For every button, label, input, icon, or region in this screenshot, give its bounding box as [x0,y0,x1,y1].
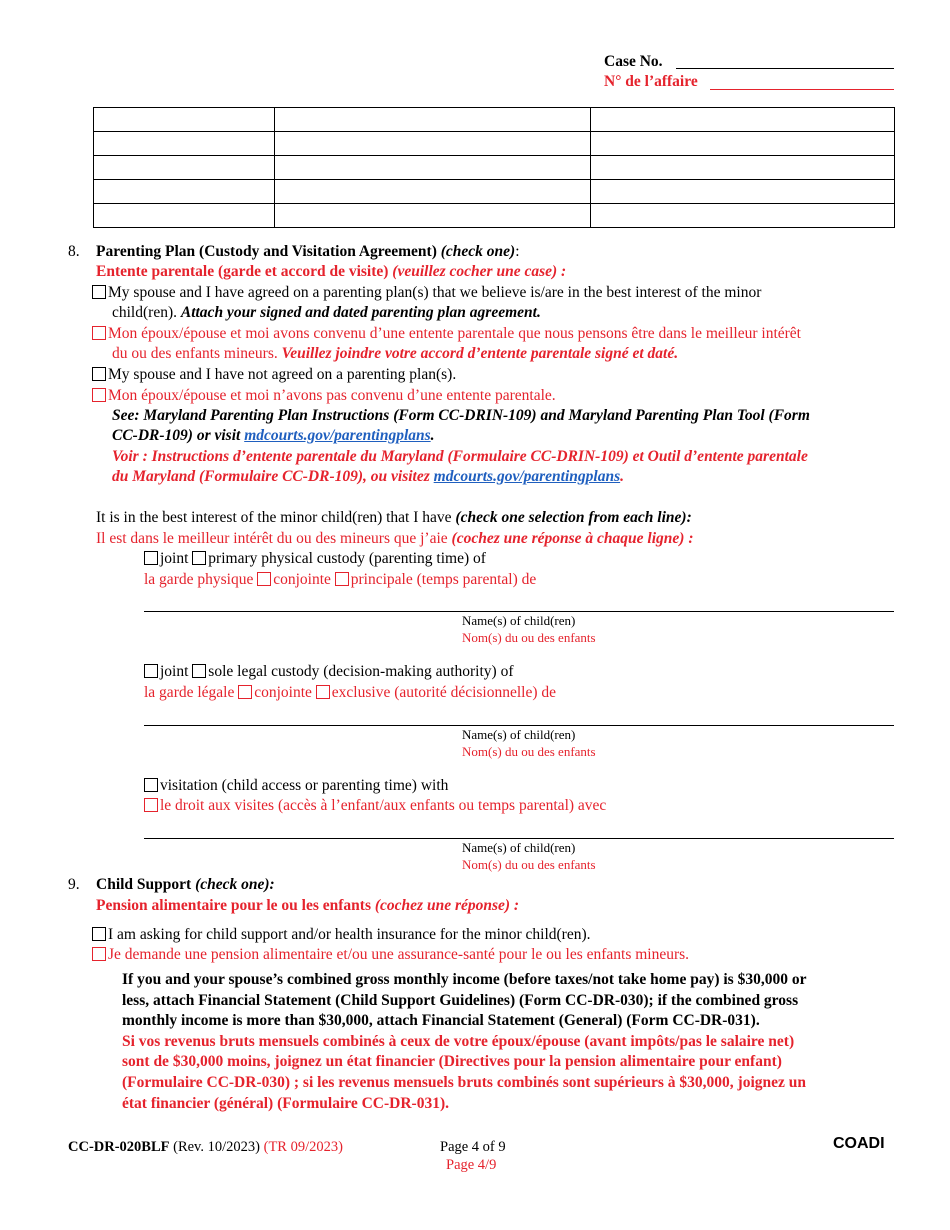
checkbox-child-support[interactable] [92,927,106,941]
see-period: . [430,427,435,444]
section-9-title-fr-note: (cochez une réponse) : [374,897,520,914]
table-cell[interactable] [94,132,275,156]
physical-custody-names-field[interactable] [144,611,894,612]
section-9-number: 9. [68,876,80,893]
income-instructions-fr-line1: Si vos revenus bruts mensuels combinés à ceux de votre époux/épouse (avant impôts/pas le salaire net) [122,1033,795,1050]
table-cell[interactable] [274,132,591,156]
checkbox-visitation[interactable] [144,778,158,792]
checkbox-physical-principale[interactable] [335,572,349,586]
physical-conjointe-label: conjointe [273,571,331,588]
income-instructions-fr-line3: (Formulaire CC-DR-030) ; si les revenus mensuels bruts combinés sont supérieurs à $30,000, joignez un [122,1074,806,1091]
legal-names-label-fr: Nom(s) du ou des enfants [462,744,596,759]
footer-page-fr: Page 4/9 [446,1157,497,1173]
best-interest-text: It is in the best interest of the minor child(ren) that I have [96,509,452,526]
physical-custody-line [144,549,486,569]
section-9-title [96,875,275,895]
legal-custody-text: sole legal custody (decision-making authority) of [208,663,514,680]
physical-fr-suffix: principale (temps parental) de [350,571,537,588]
best-interest-line-fr [96,529,693,549]
legal-custody-line [144,662,513,682]
table-cell[interactable] [591,156,895,180]
parenting-agreed-text-2: child(ren). [112,304,177,321]
case-no-field[interactable] [676,68,894,69]
legal-custody-names-field[interactable] [144,725,894,726]
parenting-agreed-line2 [112,303,541,323]
table-cell[interactable] [94,204,275,228]
child-support-text: I am asking for child support and/or health insurance for the minor child(ren). [108,926,591,943]
checkbox-physical-joint[interactable] [144,551,158,565]
section-8-title-fr-note: (veuillez cocher une case) : [392,263,567,280]
physical-fr-prefix: la garde physique [144,571,254,588]
checkbox-legal-joint[interactable] [144,664,158,678]
checkbox-parenting-agreed-fr[interactable] [92,326,106,340]
income-instructions-fr-line2: sont de $30,000 moins, joignez un état financier (Directives pour la pension alimentaire pour enfant) [122,1053,782,1070]
section-8-title-note: (check one) [440,243,516,260]
parenting-agreed-fr-attach: Veuillez joindre votre accord d’entente parentale signé et daté. [281,345,679,362]
section-8-title-colon: : [515,243,520,260]
see-fr-period: . [620,468,624,485]
table-cell[interactable] [591,132,895,156]
visitation-text: visitation (child access or parenting time) with [160,777,449,794]
physical-joint-label: joint [160,550,189,567]
table-row [94,132,895,156]
income-instructions-line3: monthly income is more than $30,000, attach Financial Statement (General) (Form CC-DR-031). [122,1012,760,1029]
child-support-fr-text: Je demande une pension alimentaire et/ou une assurance-santé pour le ou les enfants mineurs. [108,946,690,963]
best-interest-fr-note: (cochez une réponse à chaque ligne) : [451,530,694,547]
physical-names-label-fr: Nom(s) du ou des enfants [462,630,596,645]
visitation-option[interactable] [144,776,448,796]
legal-names-label: Name(s) of child(ren) [462,727,576,742]
parenting-not-agreed-option[interactable] [92,365,456,385]
table-row [94,108,895,132]
footer-page: Page 4 of 9 [440,1139,506,1155]
visitation-option-fr[interactable] [144,796,606,816]
table-cell[interactable] [94,156,275,180]
child-support-option[interactable] [92,925,591,945]
section-8-title-fr-text: Entente parentale (garde et accord de visite) [96,263,389,280]
see-instructions-fr-text: du Maryland (Formulaire CC-DR-109), ou visitez [112,468,430,485]
best-interest-line [96,508,692,528]
section-8-number: 8. [68,243,80,260]
income-instructions-fr-line4: état financier (général) (Formulaire CC-DR-031). [122,1095,449,1112]
parenting-agreed-attach: Attach your signed and dated parenting plan agreement. [180,304,541,321]
checkbox-legal-exclusive[interactable] [316,685,330,699]
best-interest-note: (check one selection from each line): [455,509,692,526]
parenting-not-agreed-text: My spouse and I have not agreed on a parenting plan(s). [108,366,457,383]
visitation-names-label-fr: Nom(s) du ou des enfants [462,857,596,872]
child-support-option-fr[interactable] [92,945,689,965]
checkbox-parenting-not-agreed[interactable] [92,367,106,381]
table-row [94,156,895,180]
checkbox-parenting-agreed[interactable] [92,285,106,299]
parenting-plans-link[interactable]: mdcourts.gov/parentingplans [244,427,431,444]
checkbox-child-support-fr[interactable] [92,947,106,961]
table-cell[interactable] [274,108,591,132]
income-instructions-line2: less, attach Financial Statement (Child Support Guidelines) (Form CC-DR-030); if the combined gross [122,992,799,1009]
parenting-not-agreed-option-fr[interactable] [92,386,556,406]
income-instructions-line1: If you and your spouse’s combined gross monthly income (before taxes/not take home pay) is $30,000 or [122,971,807,988]
checkbox-legal-sole[interactable] [192,664,206,678]
parenting-agreed-option[interactable] [92,283,761,303]
footer-form-code: CC-DR-020BLF [68,1139,170,1155]
legal-custody-line-fr [144,683,556,703]
parenting-plans-link-fr[interactable]: mdcourts.gov/parentingplans [433,468,621,485]
table-cell[interactable] [274,180,591,204]
section-9-title-text: Child Support [96,876,192,893]
section-8-title [96,242,520,262]
table-cell[interactable] [274,204,591,228]
table-cell[interactable] [591,180,895,204]
table-cell[interactable] [591,204,895,228]
section-9-title-note: (check one): [195,876,275,893]
case-no-fr-label: N° de l’affaire [604,73,698,90]
checkbox-visitation-fr[interactable] [144,798,158,812]
parenting-agreed-fr-line2 [112,344,678,364]
footer-tr: (TR 09/2023) [263,1139,343,1155]
section-9-title-fr-text: Pension alimentaire pour le ou les enfants [96,897,371,914]
physical-custody-text: primary physical custody (parenting time) of [208,550,486,567]
checkbox-physical-conjointe[interactable] [257,572,271,586]
see-instructions-fr-line1: Voir : Instructions d’entente parentale du Maryland (Formulaire CC-DRIN-109) et Outil d’entente parentale [112,448,808,465]
parenting-not-agreed-fr-text: Mon époux/épouse et moi n’avons pas convenu d’une entente parentale. [108,387,556,404]
see-instructions-fr-line2 [112,467,624,487]
section-9-title-fr [96,896,519,916]
legal-joint-label: joint [160,663,189,680]
footer-brand: COADI [833,1135,885,1152]
section-8-title-text: Parenting Plan (Custody and Visitation Agreement) [96,243,437,260]
legal-fr-suffix: exclusive (autorité décisionnelle) de [331,684,557,701]
table-cell[interactable] [94,180,275,204]
table-cell[interactable] [274,156,591,180]
parenting-agreed-text: My spouse and I have agreed on a parenting plan(s) that we believe is/are in the best interest of the minor [108,284,762,301]
see-instructions-line2 [112,426,435,446]
case-no-label: Case No. [604,53,663,70]
visitation-names-label: Name(s) of child(ren) [462,840,576,855]
see-instructions-line1: See: Maryland Parenting Plan Instructions (Form CC-DRIN-109) and Maryland Parenting Plan Tool (Form [112,407,810,424]
visitation-fr-text: le droit aux visites (accès à l’enfant/aux enfants ou temps parental) avec [160,797,607,814]
visitation-names-field[interactable] [144,838,894,839]
table-cell[interactable] [94,108,275,132]
legal-conjointe-label: conjointe [254,684,312,701]
legal-fr-prefix: la garde légale [144,684,235,701]
parenting-agreed-fr-text: Mon époux/épouse et moi avons convenu d’une entente parentale que nous pensons être dans le meilleur intérêt [108,325,801,342]
footer-form-id [68,1137,343,1157]
parenting-agreed-option-fr[interactable] [92,324,801,344]
physical-names-label: Name(s) of child(ren) [462,613,576,628]
continuation-table [93,107,895,228]
section-8-title-fr [96,262,566,282]
footer-rev: (Rev. 10/2023) [173,1139,260,1155]
table-cell[interactable] [591,108,895,132]
table-row [94,180,895,204]
see-instructions-text: CC-DR-109) or visit [112,427,241,444]
physical-custody-line-fr [144,570,536,590]
best-interest-fr-text: Il est dans le meilleur intérêt du ou des mineurs que j’aie [96,530,448,547]
table-row [94,204,895,228]
checkbox-parenting-not-agreed-fr[interactable] [92,388,106,402]
checkbox-legal-conjointe[interactable] [238,685,252,699]
checkbox-physical-primary[interactable] [192,551,206,565]
case-no-fr-field[interactable] [710,89,894,90]
parenting-agreed-fr-text-2: du ou des enfants mineurs. [112,345,278,362]
